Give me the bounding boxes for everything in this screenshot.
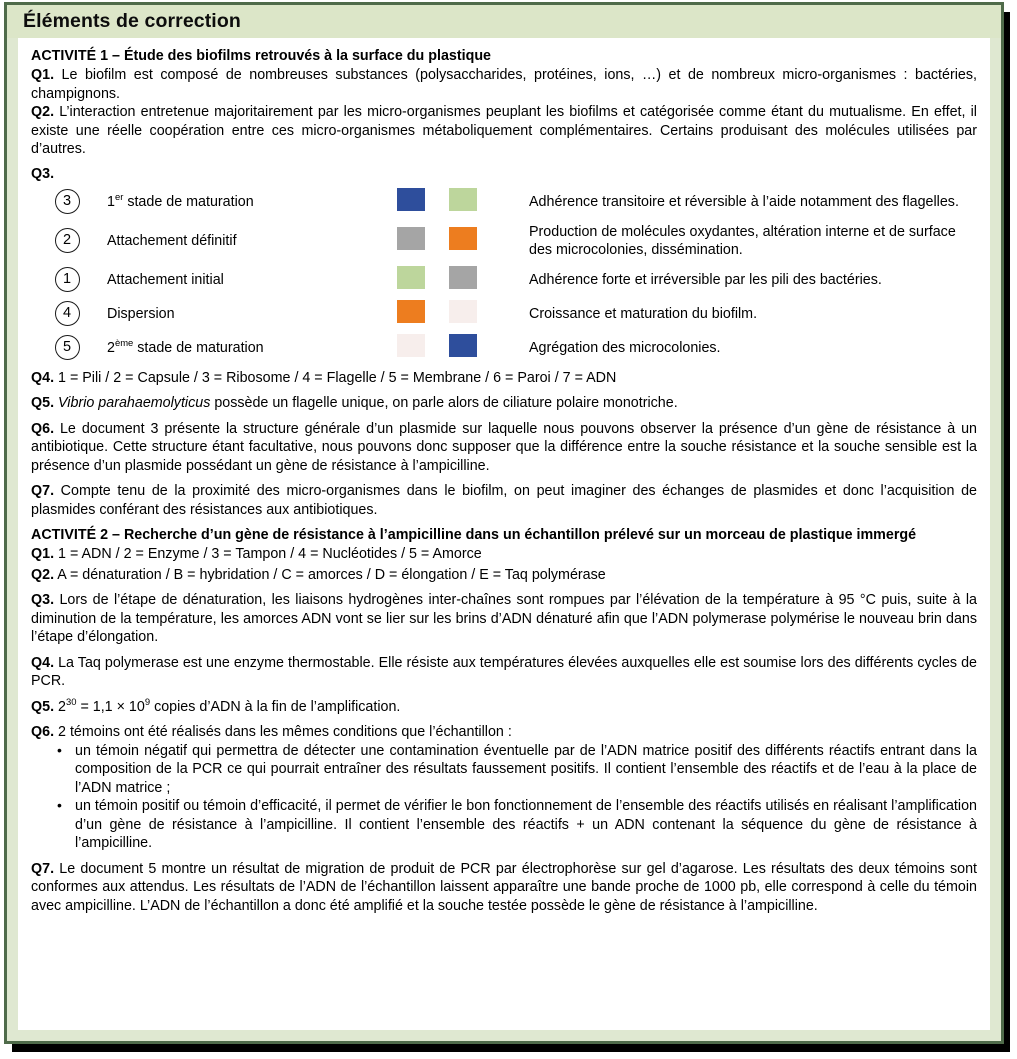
q3-stage-prefix: Attachement initial bbox=[107, 271, 224, 288]
content-panel bbox=[18, 38, 990, 1030]
q3-left-square-cell bbox=[397, 331, 449, 365]
activity2-q5-base: 2 bbox=[58, 698, 66, 715]
activity1-q7-text: Compte tenu de la proximité des micro-organismes dans le biofilm, on peut imaginer des échanges de plasmides et donc l’acquisition de plasmides conférant des résistances aux antibiotiques. bbox=[31, 483, 977, 518]
activity2-q6-bullet-list bbox=[31, 742, 977, 853]
q3-description-cell: Croissance et maturation du biofilm. bbox=[529, 305, 758, 322]
q3-right-square-cell bbox=[449, 331, 527, 365]
activity2-q2-label: Q2. bbox=[31, 566, 55, 583]
q3-order-cell bbox=[31, 263, 93, 297]
q3-right-square-cell bbox=[449, 185, 527, 219]
activity1-q7 bbox=[31, 482, 977, 519]
circled-number: 3 bbox=[55, 189, 80, 214]
color-swatch-gray bbox=[397, 227, 425, 250]
page-title: Éléments de correction bbox=[23, 10, 241, 32]
activity1-q2-label: Q2. bbox=[31, 104, 55, 121]
content-wrapper bbox=[7, 38, 1001, 1041]
list-item: • un témoin négatif qui permettra de détecter une contamination éventuelle par de l’ADN matrice positif des différents réactifs entrant dans la composition de la PCR ce qui pourrait entraîner des résultats faussement positifs. Il contient l’ensemble des réactifs et de l’eau à la place de l’ADN matrice ; bbox=[57, 742, 977, 798]
q3-stage-cell bbox=[93, 297, 397, 331]
activity1-q1-label: Q1. bbox=[31, 67, 55, 84]
color-swatch-green bbox=[397, 266, 425, 289]
document-frame bbox=[4, 2, 1004, 1044]
list-item: • un témoin positif ou témoin d’efficacité, il permet de vérifier le bon fonctionnement de l’ensemble des réactifs utilisés en réalisant l’amplification d’un gène de résistance à l’ampicilline. Il contient l’ensemble des réactifs + un ADN contenant la séquence du gène de résistance à l’ampicilline. bbox=[57, 797, 977, 853]
activity2-q7-text: Le document 5 montre un résultat de migration de produit de PCR par électrophorèse sur gel d’agarose. Les résultats des deux témoins sont conformes aux attendus. Les résultats de l’ADN de l’échantillon laissent apparaître une bande proche de 1000 pb, elle correspond à celle du témoin avec ampicilline. L’ADN de l’échantillon a donc été amplifié et la souche testée possède le gène de résistance à l’ampicilline. bbox=[31, 860, 977, 914]
q3-matching-table bbox=[31, 185, 977, 365]
activity2-q7-label: Q7. bbox=[31, 860, 55, 877]
activity2-q6 bbox=[31, 723, 977, 742]
q3-stage-prefix: 2 bbox=[107, 339, 115, 356]
document-header bbox=[7, 5, 1001, 38]
activity2-q2 bbox=[31, 566, 977, 585]
q3-description-cell: Production de molécules oxydantes, altération interne et de surface des microcolonies, dissémination. bbox=[529, 223, 956, 258]
q3-left-square-cell bbox=[397, 297, 449, 331]
q3-stage-cell bbox=[93, 185, 397, 219]
q3-stage-superscript: er bbox=[114, 190, 124, 202]
q3-stage-cell bbox=[93, 219, 397, 263]
q3-stage-cell bbox=[93, 331, 397, 365]
q3-stage-cell bbox=[93, 263, 397, 297]
activity1-q1-text: Le biofilm est composé de nombreuses substances (polysaccharides, protéines, ions, …) et de nombreux micro-organismes : bactéries, champignons. bbox=[31, 67, 977, 102]
q3-left-square-cell bbox=[397, 185, 449, 219]
activity1-q6-label: Q6. bbox=[31, 420, 55, 437]
q3-left-square-cell bbox=[397, 219, 449, 263]
activity1-q2 bbox=[31, 103, 977, 159]
activity2-q5-tail: copies d’ADN à la fin de l’amplification. bbox=[150, 698, 401, 715]
activity1-q4 bbox=[31, 369, 977, 388]
q3-matching-body bbox=[31, 185, 977, 365]
activity1-q6 bbox=[31, 420, 977, 476]
activity1-q1 bbox=[31, 66, 977, 103]
table-row bbox=[31, 331, 977, 365]
activity1-q2-text: L’interaction entretenue majoritairement par les micro-organismes peuplant les biofilms et catégorisée comme étant du mutualisme. En effet, il existe une réelle coopération entre ces micro-organismes métaboliquement complémentaires. Certains produisant des molécules utilisées par d’autres. bbox=[31, 104, 977, 158]
q3-stage-prefix: Dispersion bbox=[107, 305, 175, 322]
activity2-q3-label: Q3. bbox=[31, 592, 55, 609]
q3-right-square-cell bbox=[449, 263, 527, 297]
q3-stage-prefix: 1 bbox=[107, 193, 115, 210]
activity1-q5-label: Q5. bbox=[31, 395, 55, 412]
activity2-q1-label: Q1. bbox=[31, 546, 55, 563]
activity2-q4-text: La Taq polymerase est une enzyme thermostable. Elle résiste aux températures élevées auxquelles elle est soumise lors des différents cycles de PCR. bbox=[31, 654, 977, 690]
activity1-heading: ACTIVITÉ 1 – Étude des biofilms retrouvés à la surface du plastique bbox=[31, 48, 492, 64]
color-swatch-blue bbox=[449, 334, 477, 357]
color-swatch-blue bbox=[397, 188, 425, 211]
color-swatch-orange bbox=[449, 227, 477, 250]
table-row bbox=[31, 263, 977, 297]
circled-number: 1 bbox=[55, 267, 80, 292]
activity2-q5-exponent: 30 bbox=[65, 696, 77, 708]
activity1-q5 bbox=[31, 394, 977, 413]
activity1-q5-text: possède un flagelle unique, on parle alors de ciliature polaire monotriche. bbox=[210, 395, 678, 412]
color-swatch-pale bbox=[449, 300, 477, 323]
activity2-heading: ACTIVITÉ 2 – Recherche d’un gène de résistance à l’ampicilline dans un échantillon prélevé sur un morceau de plastique immergé bbox=[31, 527, 917, 544]
q3-stage-rest: stade de maturation bbox=[123, 193, 254, 210]
circled-number: 4 bbox=[55, 301, 80, 326]
activity2-q7 bbox=[31, 860, 977, 916]
activity2-q3-text: Lors de l’étape de dénaturation, les liaisons hydrogènes inter-chaînes sont rompues par l’élévation de la température à 95 °C puis, suite à la diminution de la température, les amorces ADN vont se lier sur les brins d’ADN dénaturé afin que l’ADN polymerase polymérise le nouveau brin dans l’étape d’élongation. bbox=[31, 592, 977, 646]
activity2-q2-text: A = dénaturation / B = hybridation / C = amorces / D = élongation / E = Taq polymérase bbox=[54, 566, 606, 583]
activity2-q1-text: 1 = ADN / 2 = Enzyme / 3 = Tampon / 4 = Nucléotides / 5 = Amorce bbox=[54, 546, 482, 563]
activity2-q5-mid: = 1,1 × 10 bbox=[76, 698, 145, 715]
q3-order-cell bbox=[31, 185, 93, 219]
activity1-q4-label: Q4. bbox=[31, 369, 55, 386]
q3-description-cell: Adhérence transitoire et réversible à l’aide notamment des flagelles. bbox=[529, 193, 959, 210]
table-row bbox=[31, 219, 977, 263]
table-row bbox=[31, 185, 977, 219]
activity2-q5-label: Q5. bbox=[31, 698, 55, 715]
q3-order-cell bbox=[31, 297, 93, 331]
color-swatch-green bbox=[449, 188, 477, 211]
activity2-q5 bbox=[31, 698, 977, 717]
activity2-q4-label: Q4. bbox=[31, 654, 55, 671]
table-row bbox=[31, 297, 977, 331]
q3-description-cell: Agrégation des microcolonies. bbox=[529, 339, 721, 356]
q3-stage-rest: stade de maturation bbox=[133, 339, 264, 356]
color-swatch-pale bbox=[397, 334, 425, 357]
activity1-q3-label: Q3. bbox=[31, 165, 55, 182]
activity2-q3 bbox=[31, 591, 977, 647]
activity2-q6-label: Q6. bbox=[31, 724, 55, 741]
color-swatch-orange bbox=[397, 300, 425, 323]
q3-left-square-cell bbox=[397, 263, 449, 297]
activity1-q5-species: Vibrio parahaemolyticus bbox=[58, 395, 211, 412]
activity1-q7-label: Q7. bbox=[31, 483, 55, 500]
q3-stage-superscript: ème bbox=[114, 336, 134, 348]
circled-number: 2 bbox=[55, 228, 80, 253]
activity1-q6-text: Le document 3 présente la structure générale d’un plasmide sur laquelle nous pouvons observer la présence d’un gène de résistance à un antibiotique. Cette structure étant facultative, nous pouvons donc supposer que la différence entre la souche résistance et la souche sensible est la présence d’un plasmide possédant un gène de résistance à l’ampicilline. bbox=[31, 420, 977, 474]
activity2-q6-text: 2 témoins ont été réalisés dans les mêmes conditions que l’échantillon : bbox=[54, 724, 512, 741]
circled-number: 5 bbox=[55, 335, 80, 360]
q3-right-square-cell bbox=[449, 219, 527, 263]
color-swatch-gray bbox=[449, 266, 477, 289]
activity1-q4-text: 1 = Pili / 2 = Capsule / 3 = Ribosome / 4 = Flagelle / 5 = Membrane / 6 = Paroi / 7 = ADN bbox=[54, 369, 617, 386]
activity2-q4 bbox=[31, 654, 977, 691]
q3-stage-prefix: Attachement définitif bbox=[107, 232, 237, 249]
q3-order-cell bbox=[31, 331, 93, 365]
activity2-q5-exponent2: 9 bbox=[144, 696, 151, 708]
q3-order-cell bbox=[31, 219, 93, 263]
q3-right-square-cell bbox=[449, 297, 527, 331]
q3-description-cell: Adhérence forte et irréversible par les pili des bactéries. bbox=[529, 271, 882, 288]
activity2-q1 bbox=[31, 545, 977, 564]
